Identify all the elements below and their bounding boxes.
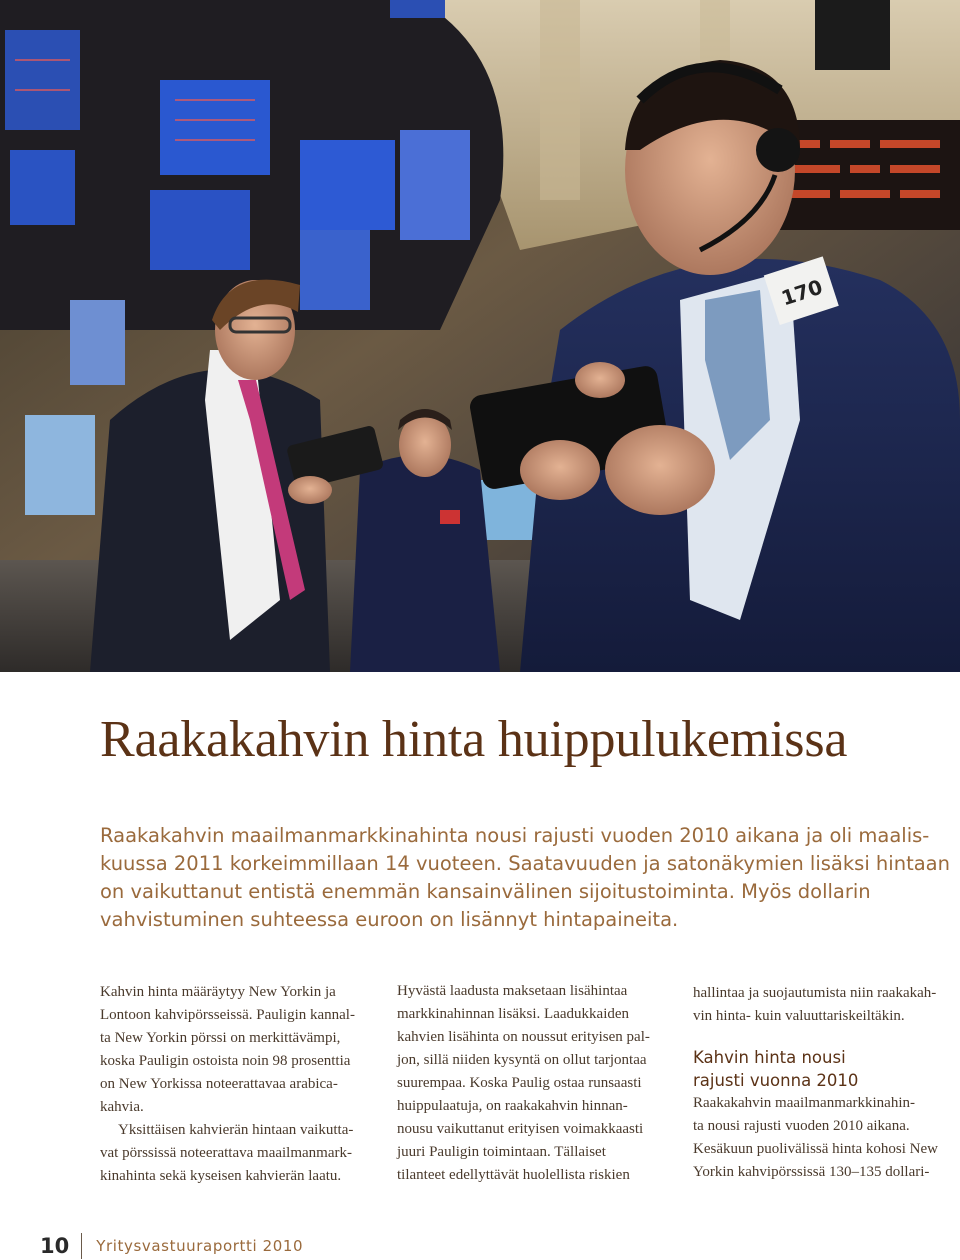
body-line: ta nousi rajusti vuoden 2010 aikana.: [693, 1118, 910, 1134]
subheading-line: rajusti vuonna 2010: [693, 1071, 859, 1090]
body-column-2: [397, 980, 672, 1187]
badge-number: 170: [778, 274, 826, 311]
body-line: on New Yorkissa noteerattavaa arabica-: [100, 1076, 338, 1092]
footer-divider: [81, 1233, 82, 1259]
body-line: nousu vaikuttanut erityisen voimakkaasti: [397, 1121, 644, 1137]
body-line: jon, sillä niiden kysyntä on ollut tarjontaa: [397, 1052, 647, 1068]
body-line: ta New Yorkin pörssi on merkittävämpi,: [100, 1030, 341, 1046]
body-line: koska Pauligin ostoista noin 98 prosenttia: [100, 1053, 351, 1069]
body-column-3: [693, 982, 960, 1184]
page-title: Raakakahvin hinta huippulukemissa: [100, 711, 848, 768]
body-line: suurempaa. Koska Paulig ostaa runsaasti: [397, 1075, 642, 1091]
body-line: hallintaa ja suojautumista niin raakakah-: [693, 985, 937, 1001]
body-line: Hyvästä laadusta maksetaan lisähintaa: [397, 983, 628, 999]
lead-paragraph: [100, 822, 950, 934]
page-footer: [40, 1232, 303, 1260]
body-line: Yorkin kahvipörssissä 130–135 dollari-: [693, 1164, 930, 1180]
lead-line: on vaikuttanut entistä enemmän kansainvälinen sijoitustoiminta. Myös dollarin: [100, 880, 871, 903]
body-line: vat pörssissä noteerattava maailmanmark-: [100, 1145, 352, 1161]
lead-line: kuussa 2011 korkeimmillaan 14 vuoteen. Saatavuuden ja satonäkymien lisäksi hintaan: [100, 852, 950, 875]
body-line: markkinahinnan lisäksi. Laadukkaiden: [397, 1006, 630, 1022]
body-line: kahvia.: [100, 1099, 144, 1115]
body-line: Kesäkuun puolivälissä hinta kohosi New: [693, 1141, 938, 1157]
lead-line: Raakakahvin maailmanmarkkinahinta nousi rajusti vuoden 2010 aikana ja oli maalis-: [100, 824, 930, 847]
page-number: 10: [40, 1234, 70, 1258]
body-line: juuri Pauligin toimintaan. Tällaiset: [397, 1144, 606, 1160]
body-line: kinahinta sekä kyseisen kahvierän laatu.: [100, 1168, 342, 1184]
body-column-1: [100, 981, 375, 1188]
body-line: kahvien lisähinta on noussut erityisen pal-: [397, 1029, 650, 1045]
body-line: Yksittäisen kahvierän hintaan vaikutta-: [118, 1122, 354, 1138]
lead-line: vahvistuminen suhteessa euroon on lisännyt hintapaineita.: [100, 908, 679, 931]
body-line: vin hinta- kuin valuuttariskeiltäkin.: [693, 1008, 905, 1024]
body-line: huippulaatuja, on raakakahvin hinnan-: [397, 1098, 628, 1114]
subheading-line: Kahvin hinta nousi: [693, 1048, 846, 1067]
body-line: Kahvin hinta määräytyy New Yorkin ja: [100, 984, 336, 1000]
body-line: Raakakahvin maailmanmarkkinahin-: [693, 1095, 916, 1111]
body-line: Lontoon kahvipörsseissä. Pauligin kannal-: [100, 1007, 355, 1023]
body-line: tilanteet edellyttävät huolellista riskien: [397, 1167, 630, 1183]
section-subheading: [693, 1046, 960, 1092]
publication-title: Yritysvastuuraportti 2010: [96, 1237, 304, 1255]
